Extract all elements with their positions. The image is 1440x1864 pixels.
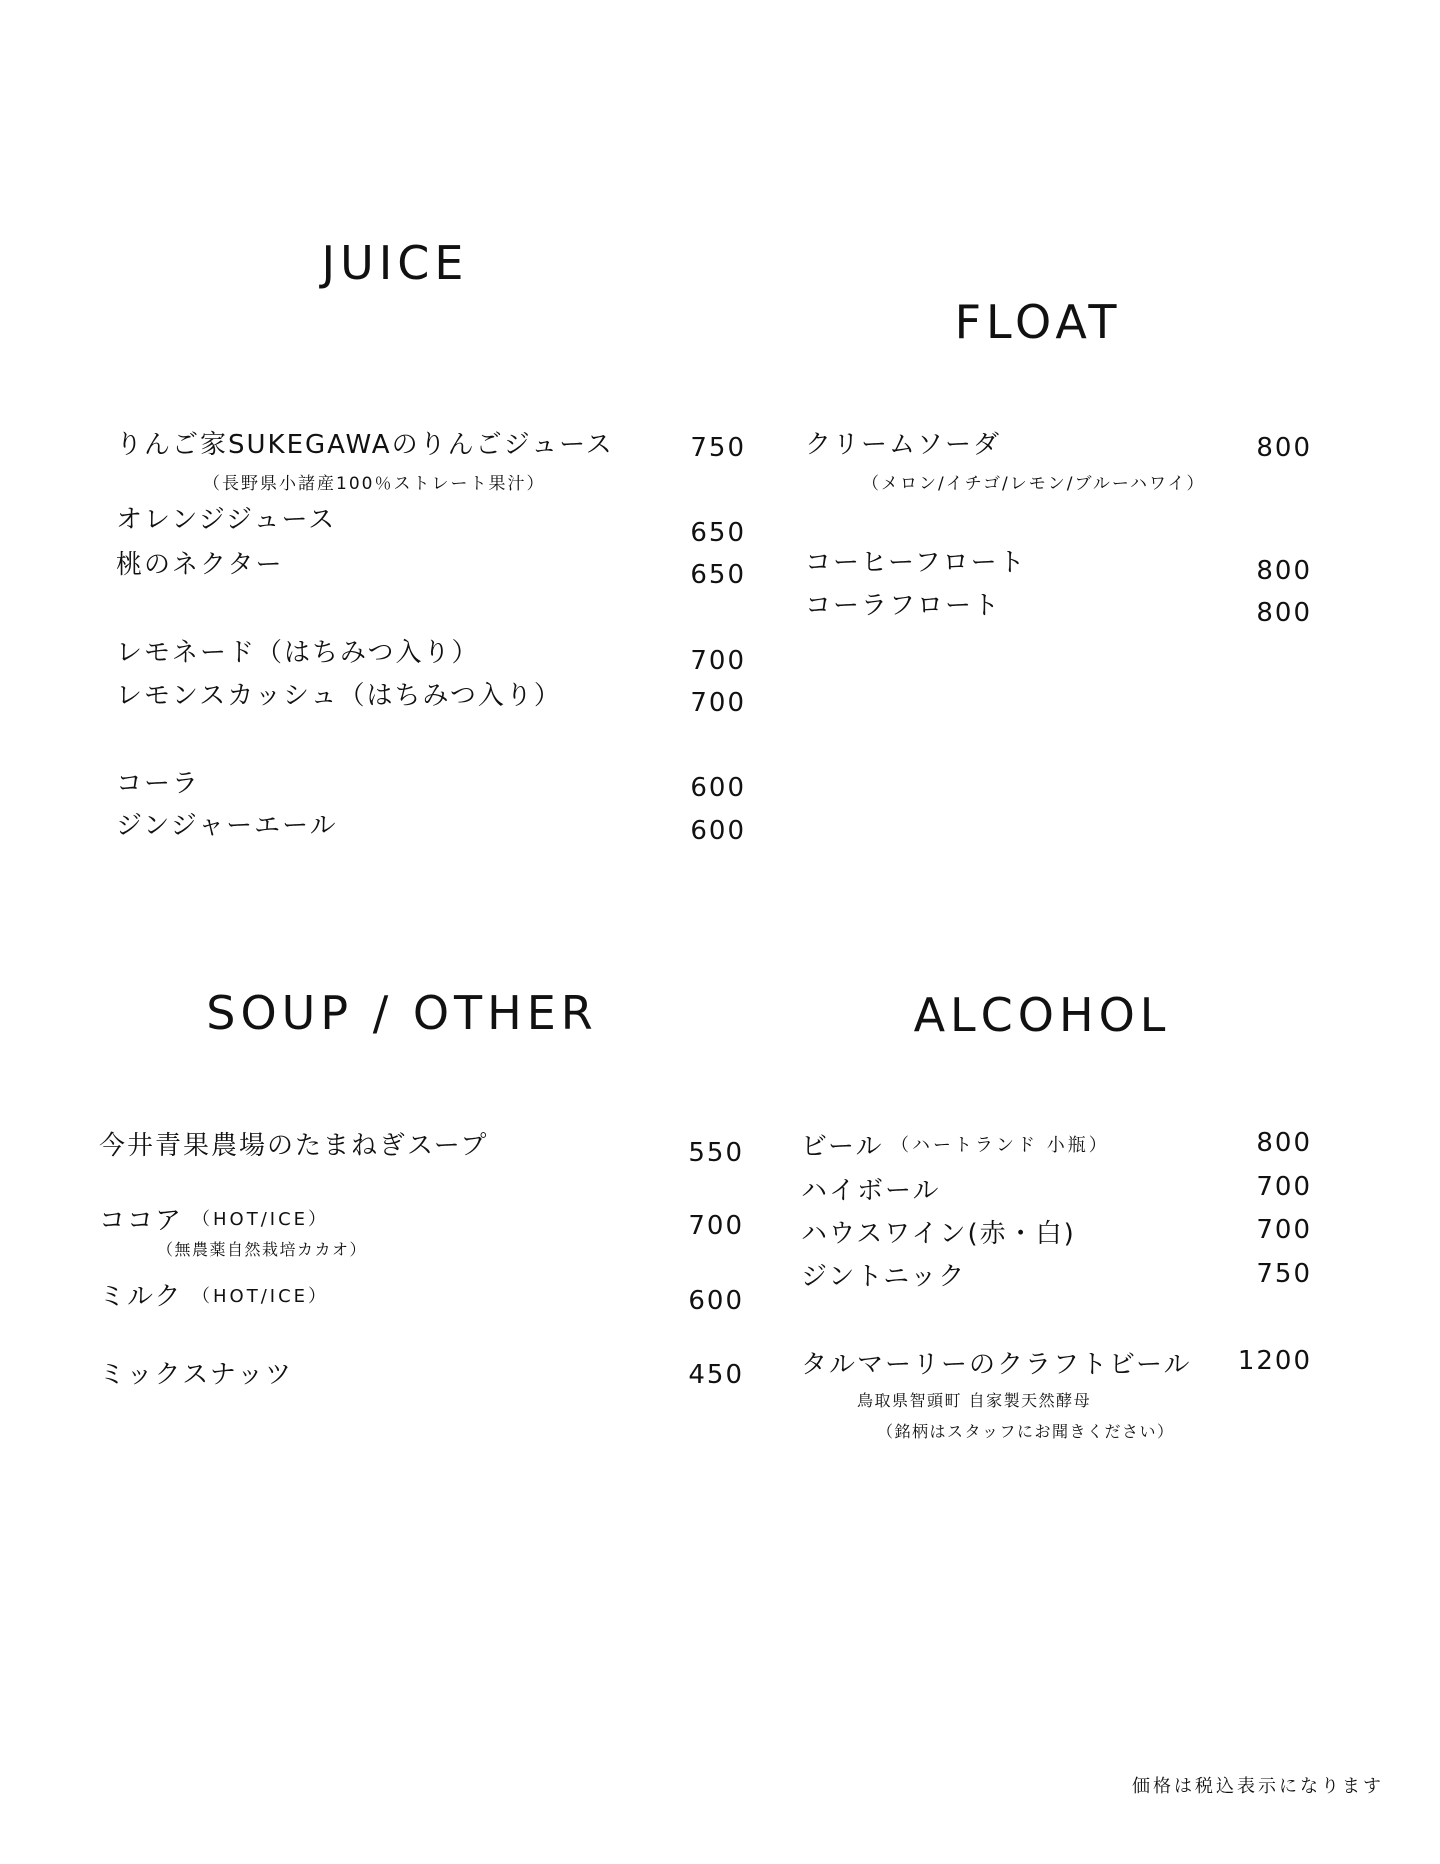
alcohol-item-highball-name: ハイボール — [801, 1176, 941, 1206]
alcohol-item-craft-beer-note: 鳥取県智頭町 自家製天然酵母 — [857, 1391, 1092, 1410]
alcohol-item-house-wine-name: ハウスワイン(赤・白) — [801, 1219, 1076, 1249]
float-item-cola-float-name: コーラフロート — [805, 591, 1002, 621]
juice-item-apple-name: りんご家SUKEGAWAのりんごジュース — [116, 430, 614, 460]
juice-item-cola-name: コーラ — [116, 769, 201, 799]
juice-heading: JUICE — [321, 236, 469, 290]
alcohol-item-beer-tag: （ハートランド 小瓶） — [891, 1135, 1110, 1156]
juice-item-lemonade-price: 700 — [690, 646, 746, 676]
juice-item-orange-price: 650 — [690, 518, 746, 548]
float-heading: FLOAT — [954, 295, 1122, 349]
soup-item-onion-soup-name: 今井青果農場のたまねぎスープ — [99, 1131, 489, 1161]
juice-item-cola-price: 600 — [690, 773, 746, 803]
juice-item-ginger-ale-name: ジンジャーエール — [116, 811, 338, 841]
juice-item-peach-name: 桃のネクター — [116, 550, 284, 580]
juice-item-lemon-squash-name: レモンスカッシュ（はちみつ入り） — [116, 681, 562, 711]
alcohol-heading: ALCOHOL — [913, 988, 1171, 1042]
float-item-cream-soda-note: （メロン/イチゴ/レモン/ブルーハワイ） — [862, 474, 1206, 494]
alcohol-item-house-wine-price: 700 — [1256, 1215, 1312, 1245]
soup-item-mixed-nuts-name: ミックスナッツ — [99, 1360, 294, 1390]
tax-note: 価格は税込表示になります — [1132, 1776, 1384, 1797]
alcohol-item-craft-beer-note2: （銘柄はスタッフにお聞きください） — [877, 1422, 1175, 1441]
soup-item-onion-soup-price: 550 — [688, 1138, 744, 1168]
soup-item-mixed-nuts-price: 450 — [688, 1360, 744, 1390]
float-item-cream-soda-name: クリームソーダ — [805, 430, 1002, 460]
alcohol-item-craft-beer-price: 1200 — [1237, 1346, 1312, 1376]
alcohol-item-beer-price: 800 — [1256, 1128, 1312, 1158]
float-item-cream-soda-price: 800 — [1256, 433, 1312, 463]
juice-item-apple-note: （長野県小諸産100％ストレート果汁） — [203, 474, 546, 494]
juice-item-lemonade-name: レモネード（はちみつ入り） — [116, 638, 480, 668]
juice-item-apple-price: 750 — [690, 433, 746, 463]
alcohol-item-craft-beer-name: タルマーリーのクラフトビール — [801, 1350, 1192, 1380]
soup-other-heading: SOUP / OTHER — [206, 986, 598, 1040]
juice-item-ginger-ale-price: 600 — [690, 816, 746, 846]
alcohol-item-gin-tonic-price: 750 — [1256, 1259, 1312, 1289]
juice-item-peach-price: 650 — [690, 560, 746, 590]
float-item-coffee-float-price: 800 — [1256, 556, 1312, 586]
soup-item-milk-price: 600 — [688, 1286, 744, 1316]
juice-item-lemon-squash-price: 700 — [690, 688, 746, 718]
alcohol-item-beer-name: ビール — [801, 1132, 884, 1162]
float-item-cola-float-price: 800 — [1256, 598, 1312, 628]
juice-item-orange-name: オレンジジュース — [116, 505, 337, 535]
float-item-coffee-float-name: コーヒーフロート — [805, 548, 1027, 578]
soup-item-milk-name: ミルク — [99, 1282, 183, 1312]
soup-item-milk-tag: （HOT/ICE） — [192, 1286, 330, 1307]
alcohol-item-gin-tonic-name: ジントニック — [801, 1262, 967, 1292]
soup-item-cocoa-note: （無農薬自然栽培カカオ） — [157, 1240, 368, 1259]
soup-item-cocoa-name: ココア — [99, 1206, 184, 1236]
soup-item-cocoa-price: 700 — [688, 1211, 744, 1241]
soup-item-cocoa-tag: （HOT/ICE） — [192, 1209, 330, 1230]
alcohol-item-highball-price: 700 — [1256, 1172, 1312, 1202]
